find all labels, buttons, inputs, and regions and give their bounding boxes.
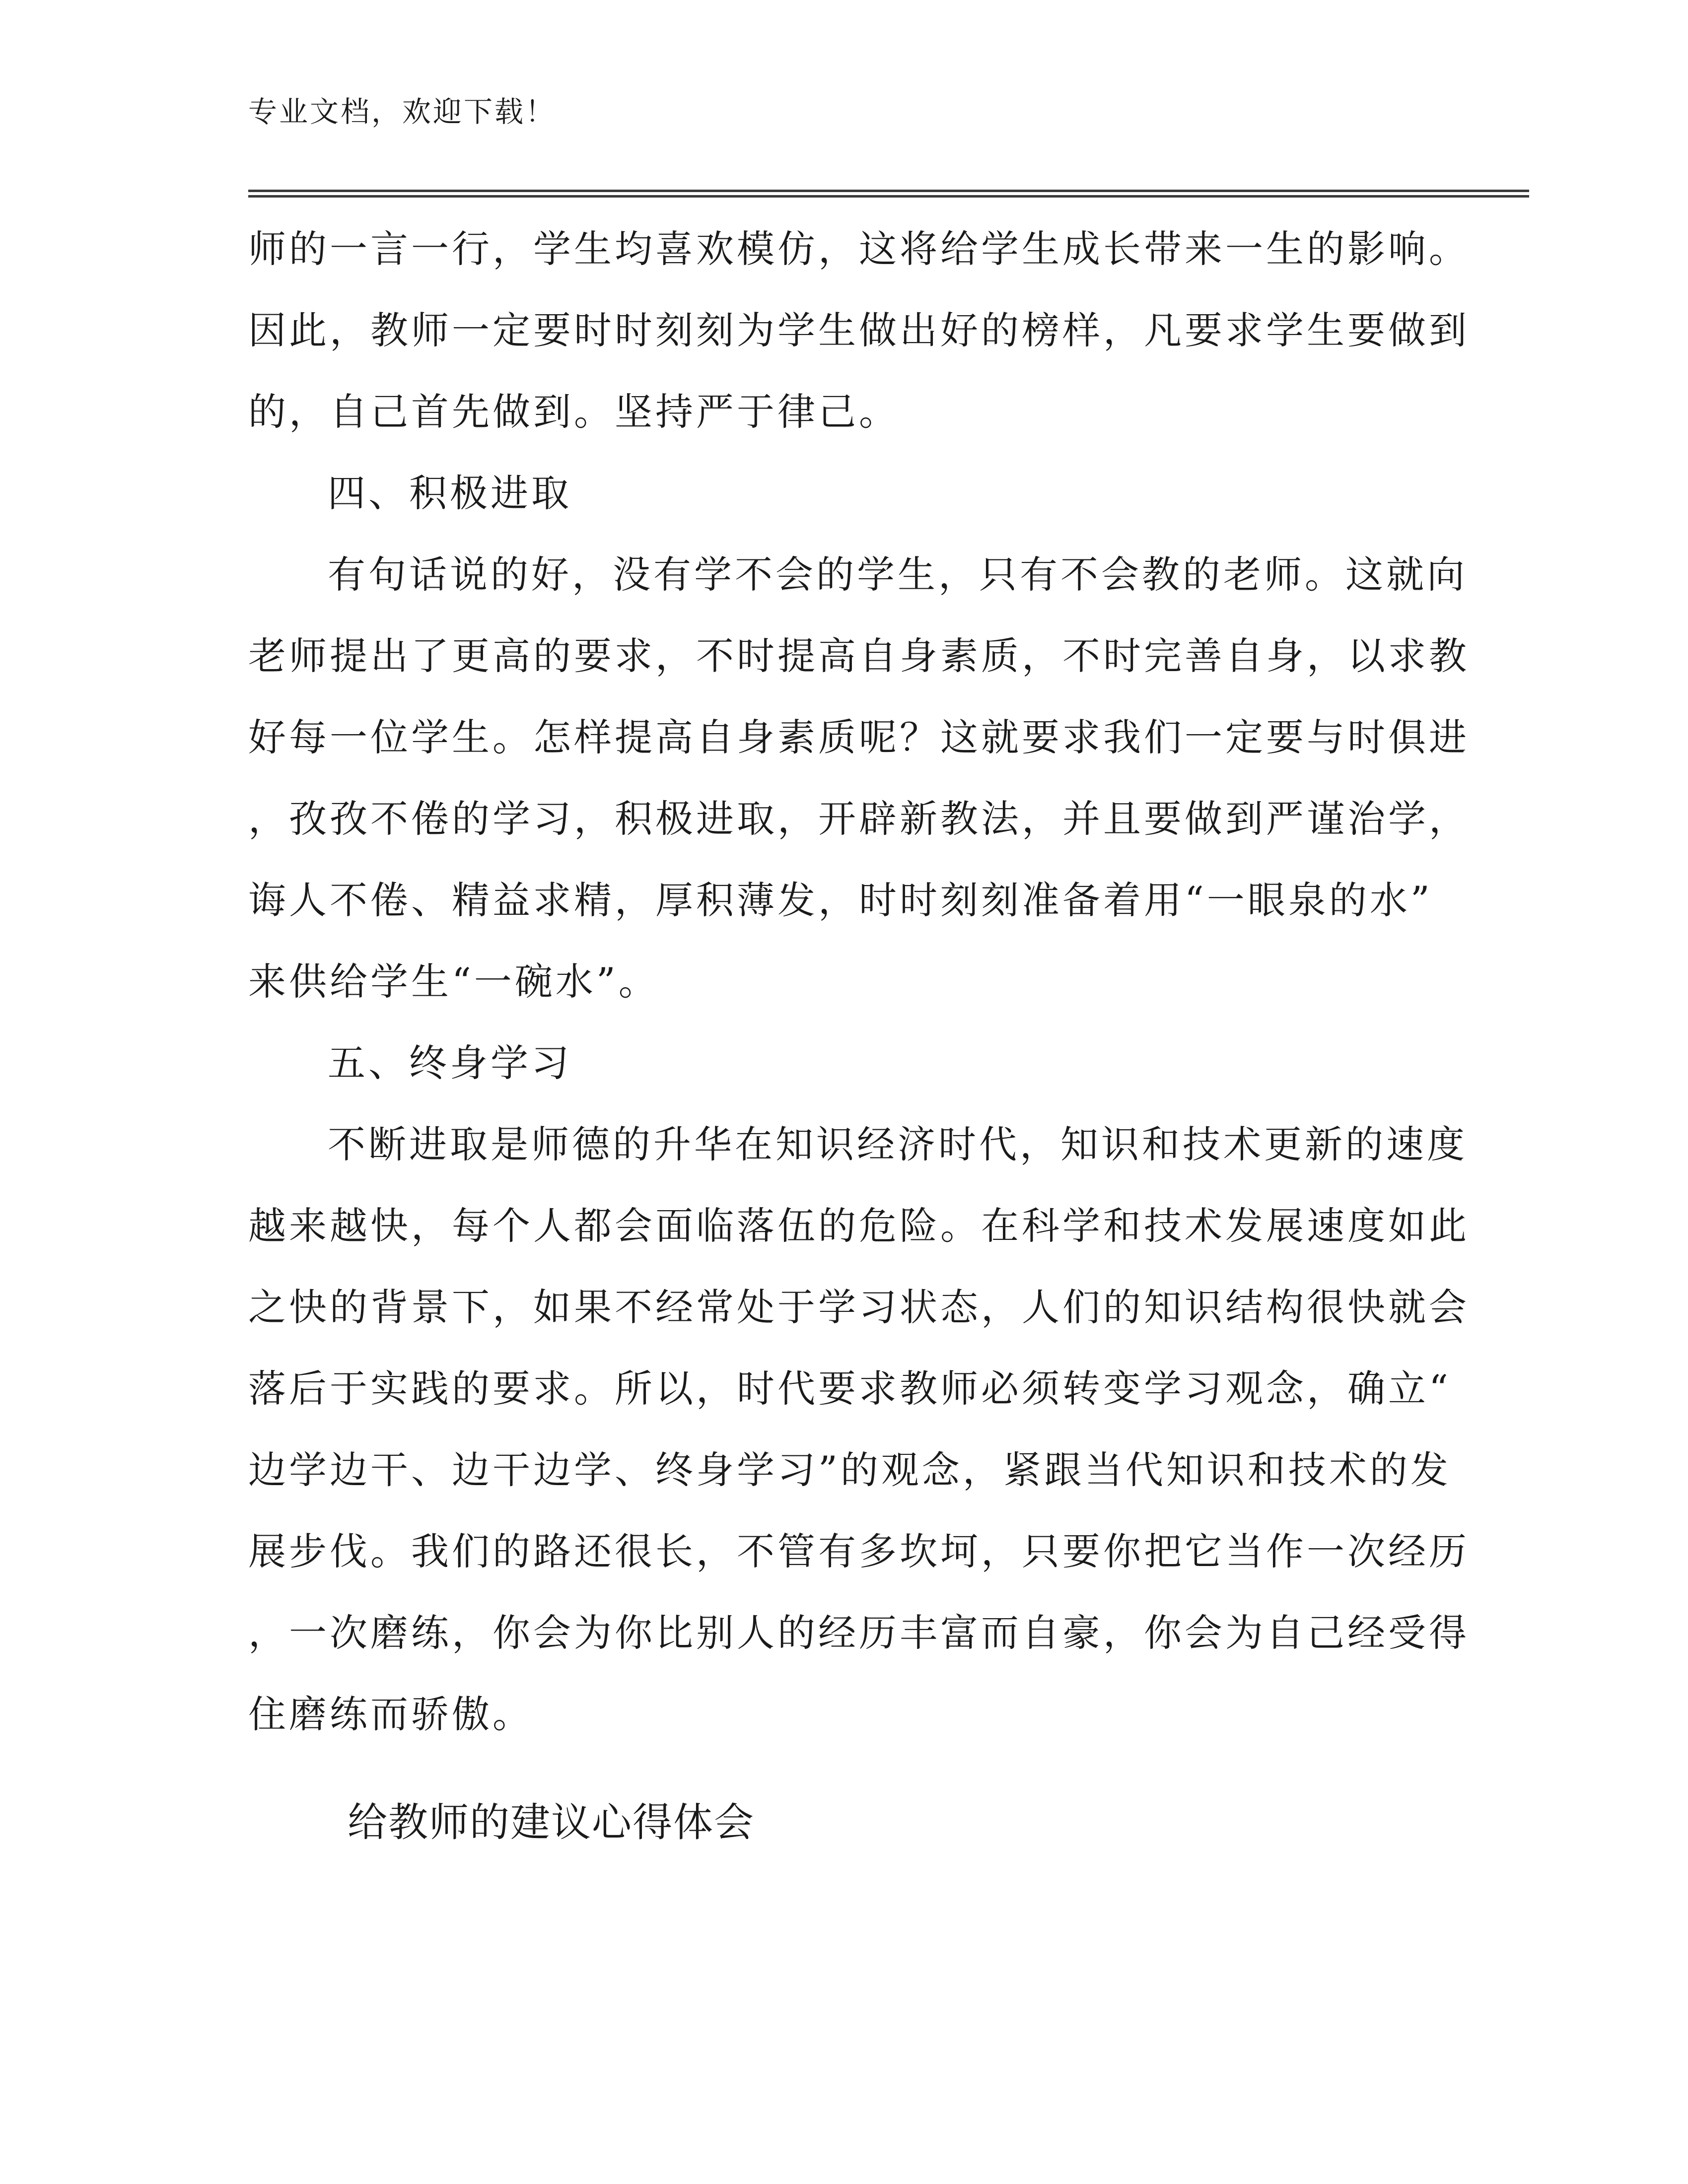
text-line: 落后于实践的要求。所以，时代要求教师必须转变学习观念，确立“ <box>248 1366 1451 1411</box>
text-line: 诲人不倦、精益求精，厚积薄发，时时刻刻准备着用“一眼泉的水” <box>248 878 1433 922</box>
text-line: 越来越快，每个人都会面临落伍的危险。在科学和技术发展速度如此 <box>248 1204 1470 1248</box>
header-rule-bottom <box>248 195 1529 198</box>
text-line: ，一次磨练，你会为你比别人的经历丰富而自豪，你会为自己经受得 <box>248 1611 1470 1655</box>
text-line: 边学边干、边干边学、终身学习”的观念，紧跟当代知识和技术的发 <box>248 1448 1451 1492</box>
section-heading: 四、积极进取 <box>328 471 572 515</box>
text-line: 的，自己首先做到。坚持严于律己。 <box>248 390 900 434</box>
document-title: 给教师的建议心得体会 <box>348 1799 755 1845</box>
text-line: 住磨练而骄傲。 <box>248 1692 533 1736</box>
text-line: 有句话说的好，没有学不会的学生，只有不会教的老师。这就向 <box>328 552 1468 597</box>
text-line: 因此，教师一定要时时刻刻为学生做出好的榜样，凡要求学生要做到 <box>248 308 1470 352</box>
body-text <box>248 208 1470 1755</box>
header-rule-top <box>248 190 1529 192</box>
text-line: 老师提出了更高的要求，不时提高自身素质，不时完善自身，以求教 <box>248 634 1470 678</box>
section-heading: 五、终身学习 <box>328 1041 572 1085</box>
text-line: 不断进取是师德的升华在知识经济时代，知识和技术更新的速度 <box>328 1122 1468 1166</box>
text-line: 之快的背景下，如果不经常处于学习状态，人们的知识结构很快就会 <box>248 1285 1470 1329</box>
text-line: 好每一位学生。怎样提高自身素质呢？这就要求我们一定要与时俱进 <box>248 715 1470 759</box>
text-line: 展步伐。我们的路还很长，不管有多坎坷，只要你把它当作一次经历 <box>248 1529 1470 1573</box>
text-line: 师的一言一行，学生均喜欢模仿，这将给学生成长带来一生的影响。 <box>248 227 1470 271</box>
page-header-text: 专业文档，欢迎下载！ <box>248 95 557 129</box>
text-line: ，孜孜不倦的学习，积极进取，开辟新教法，并且要做到严谨治学， <box>248 797 1470 841</box>
text-line: 来供给学生“一碗水”。 <box>248 959 659 1004</box>
